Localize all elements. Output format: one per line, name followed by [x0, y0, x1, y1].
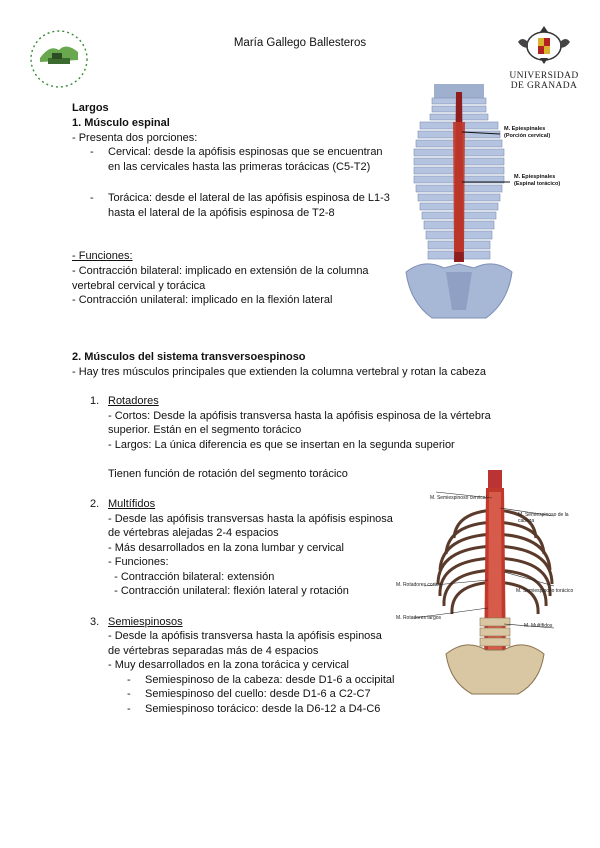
item2-title: Multífidos	[108, 498, 156, 510]
item2-line4: - Funciones:	[108, 556, 169, 568]
university-name-line1: UNIVERSIDAD	[509, 71, 579, 81]
list-number-2: 2.	[90, 498, 100, 510]
item2-line1: - Desde las apófisis transversas hasta la apófisis espinosa	[108, 513, 393, 525]
university-name-line2: DE GRANADA	[510, 81, 578, 91]
bullet-dash: -	[127, 688, 131, 700]
section2-title: 2. Músculos del sistema transversoespinoso	[72, 351, 306, 363]
item3-line1: - Desde la apófisis transversa hasta la apófisis espinosa	[108, 630, 382, 642]
section2-intro: - Hay tres músculos principales que extienden la columna vertebral y rotan la cabeza	[72, 366, 486, 378]
item2-line2: de vértebras alejadas 2-4 espacios	[108, 527, 279, 539]
item2-line5: - Contracción bilateral: extensión	[108, 571, 275, 583]
item3-line3: - Muy desarrollados en la zona torácica y cervical	[108, 659, 349, 671]
header-author: María Gallego Ballesteros	[233, 37, 367, 49]
item3-line2: de vértebras separadas más de 4 espacios	[108, 645, 319, 657]
item1-line2: superior. Están en el segmento torácico	[108, 424, 302, 436]
section1-intro: - Presenta dos porciones:	[72, 132, 198, 144]
bullet-dash: -	[127, 674, 131, 686]
label-rotadores-cortos: M. Rotadores cortos	[396, 582, 442, 588]
figure1-label-cervical: M. Epiespinales (Porción cervical)	[504, 126, 551, 139]
item3-sub1: Semiespinoso de la cabeza: desde D1-6 a occipital	[145, 674, 395, 686]
item3-title: Semiespinosos	[108, 616, 183, 628]
item1-line3: - Largos: La única diferencia es que se insertan en la segunda superior	[108, 439, 455, 451]
item3-sub3: Semiespinoso torácico: desde la D6-12 a D4-C6	[145, 703, 381, 715]
spine-figure	[404, 82, 594, 332]
item3-sub2: Semiespinoso del cuello: desde D1-6 a C2-C7	[145, 688, 371, 700]
coat-of-arms-icon	[508, 22, 580, 66]
toracica-line1: Torácica: desde el lateral de las apófisis espinosa de L1-3	[108, 192, 390, 204]
ribcage-figure	[396, 468, 592, 700]
heading-largos: Largos	[72, 102, 109, 114]
list-number-3: 3.	[90, 616, 100, 628]
funciones-title: - Funciones:	[72, 250, 133, 262]
item2-line3: - Más desarrollados en la zona lumbar y cervical	[108, 542, 344, 554]
label-semiespinoso-cervical: M. Semiespinoso cervical	[430, 495, 487, 501]
cervical-line1: Cervical: desde la apófisis espinosas que se encuentran	[108, 146, 383, 158]
item2-line6: - Contracción unilateral: flexión lateral y rotación	[108, 585, 349, 597]
section1-title: 1. Músculo espinal	[72, 117, 170, 129]
university-logo	[508, 22, 580, 91]
label-rotadores-largos: M. Rotadores largos	[396, 615, 442, 621]
funciones-line3: - Contracción unilateral: implicado en la flexión lateral	[72, 294, 333, 306]
label-semiespinoso-toracico: M. Semiespinoso torácico	[516, 588, 574, 594]
toracica-line2: hasta el lateral de la apófisis espinosa de T2-8	[108, 207, 335, 219]
bullet-dash: -	[90, 146, 94, 158]
bullet-dash: -	[90, 192, 94, 204]
funciones-line2: vertebral cervical y torácica	[72, 280, 206, 292]
label-semiespinoso-cabeza: M. Semiespinoso de la cabeza	[518, 512, 569, 524]
item1-note: Tienen función de rotación del segmento torácico	[108, 468, 348, 480]
label-multifidos: M. Multífidos	[524, 623, 553, 629]
cervical-line2: en las cervicales hasta las primeras torácicas (C5-T2)	[108, 161, 371, 173]
item1-title: Rotadores	[108, 395, 159, 407]
funciones-line1: - Contracción bilateral: implicado en extensión de la columna	[72, 265, 369, 277]
list-number-1: 1.	[90, 395, 100, 407]
figure1-label-toracico: M. Epiespinales (Espinal torácico)	[514, 174, 561, 187]
item1-line1: - Cortos: Desde la apófisis transversa hasta la apófisis espinosa de la vértebra	[108, 410, 491, 422]
bullet-dash: -	[127, 703, 131, 715]
